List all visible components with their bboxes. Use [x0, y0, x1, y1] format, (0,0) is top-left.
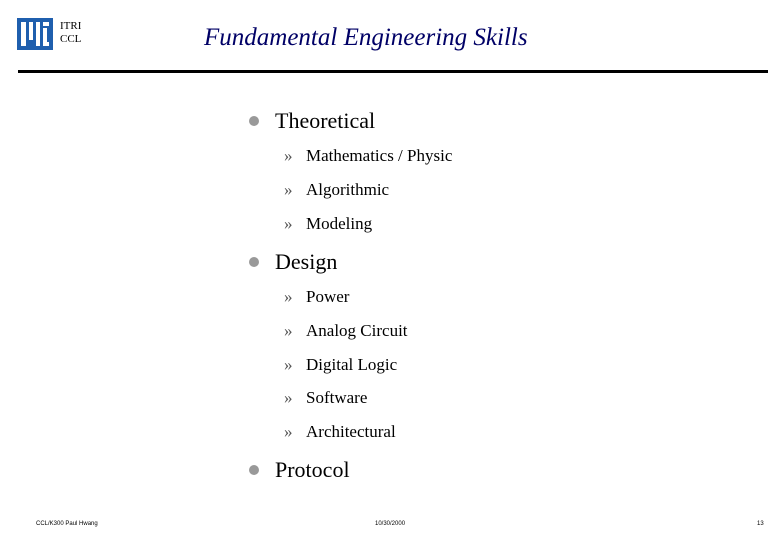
org-line-ccl: CCL — [60, 33, 82, 45]
subitem-marker: » — [284, 388, 293, 407]
subitem-label: Mathematics / Physic — [306, 146, 453, 165]
outline-subitem — [284, 146, 452, 166]
subitem-marker: » — [284, 180, 293, 199]
footer-date: 10/30/2000 — [375, 521, 406, 527]
outline-subitem — [284, 388, 367, 408]
subitem-marker: » — [284, 214, 293, 233]
slide-title: Fundamental Engineering Skills — [204, 24, 528, 51]
outline-subitem — [284, 321, 408, 341]
itri-logo-icon — [17, 18, 53, 50]
outline-heading-design: Design — [275, 249, 338, 274]
bullet-icon — [249, 116, 259, 126]
org-line-itri: ITRI — [60, 20, 82, 32]
bullet-icon — [249, 465, 259, 475]
footer-author: CCL/K300 Paul Hwang — [36, 521, 98, 527]
outline-subitem — [284, 287, 349, 307]
subitem-marker: » — [284, 321, 293, 340]
outline-heading-theoretical: Theoretical — [275, 108, 376, 133]
subitem-marker: » — [284, 146, 293, 165]
subitem-label: Analog Circuit — [306, 321, 408, 340]
subitem-marker: » — [284, 355, 293, 374]
subitem-label: Software — [306, 388, 368, 407]
org-label — [60, 20, 81, 46]
subitem-label: Architectural — [306, 422, 396, 441]
outline-subitem — [284, 180, 389, 200]
subitem-label: Algorithmic — [306, 180, 390, 199]
subitem-label: Digital Logic — [306, 355, 398, 374]
outline-heading-protocol: Protocol — [275, 457, 350, 482]
bullet-icon — [249, 257, 259, 267]
subitem-label: Power — [306, 287, 350, 306]
outline-subitem — [284, 422, 396, 442]
outline-subitem — [284, 355, 397, 375]
subitem-marker: » — [284, 287, 293, 306]
subitem-label: Modeling — [306, 214, 373, 233]
outline-subitem — [284, 214, 372, 234]
subitem-marker: » — [284, 422, 293, 441]
title-divider — [18, 70, 768, 73]
footer-page-number: 13 — [757, 521, 764, 527]
